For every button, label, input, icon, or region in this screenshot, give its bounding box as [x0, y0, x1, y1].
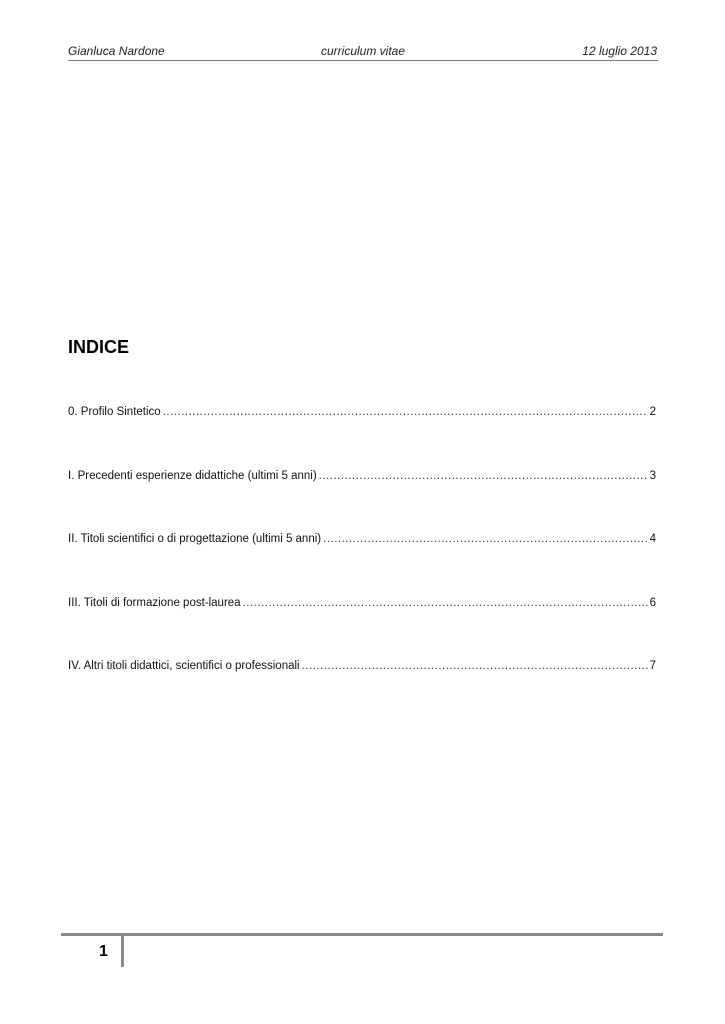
toc-entry-label: III. Titoli di formazione post-laurea [68, 596, 241, 609]
toc-entry-label: II. Titoli scientifici o di progettazione (ultimi 5 anni) [68, 533, 322, 545]
page-header [68, 42, 658, 61]
toc-title: INDICE [68, 337, 130, 357]
toc-entry-label: 0. Profilo Sintetico [68, 406, 161, 418]
header-author: Gianluca Nardone [68, 44, 165, 58]
toc-entry-esperienze-didattiche[interactable] [68, 468, 656, 484]
toc-entry-page: 7 [649, 660, 656, 672]
footer-rule [61, 933, 663, 936]
toc-dot-leader [319, 468, 648, 484]
toc-entry-page: 3 [649, 469, 656, 482]
page-footer [61, 933, 663, 967]
toc-dot-leader [323, 531, 647, 547]
toc-entry-label: I. Precedenti esperienze didattiche (ultimi 5 anni) [68, 469, 317, 482]
footer-separator [121, 936, 124, 967]
toc-entry-formazione-post-laurea[interactable] [68, 595, 656, 611]
page-number: 1 [99, 943, 108, 960]
toc-entry-page: 6 [649, 596, 656, 609]
toc-entry-page: 2 [649, 406, 656, 418]
toc-entry-altri-titoli[interactable] [68, 658, 656, 674]
table-of-contents [68, 404, 656, 722]
toc-entry-profilo-sintetico[interactable] [68, 404, 656, 420]
toc-entry-titoli-scientifici[interactable] [68, 531, 656, 547]
toc-dot-leader [163, 404, 648, 420]
toc-entry-page: 4 [649, 533, 656, 545]
header-date: 12 luglio 2013 [582, 44, 657, 58]
toc-dot-leader [302, 658, 648, 674]
header-document-type: curriculum vitae [320, 44, 406, 58]
toc-dot-leader [243, 595, 648, 611]
toc-entry-label: IV. Altri titoli didattici, scientifici o professionali [68, 660, 300, 672]
